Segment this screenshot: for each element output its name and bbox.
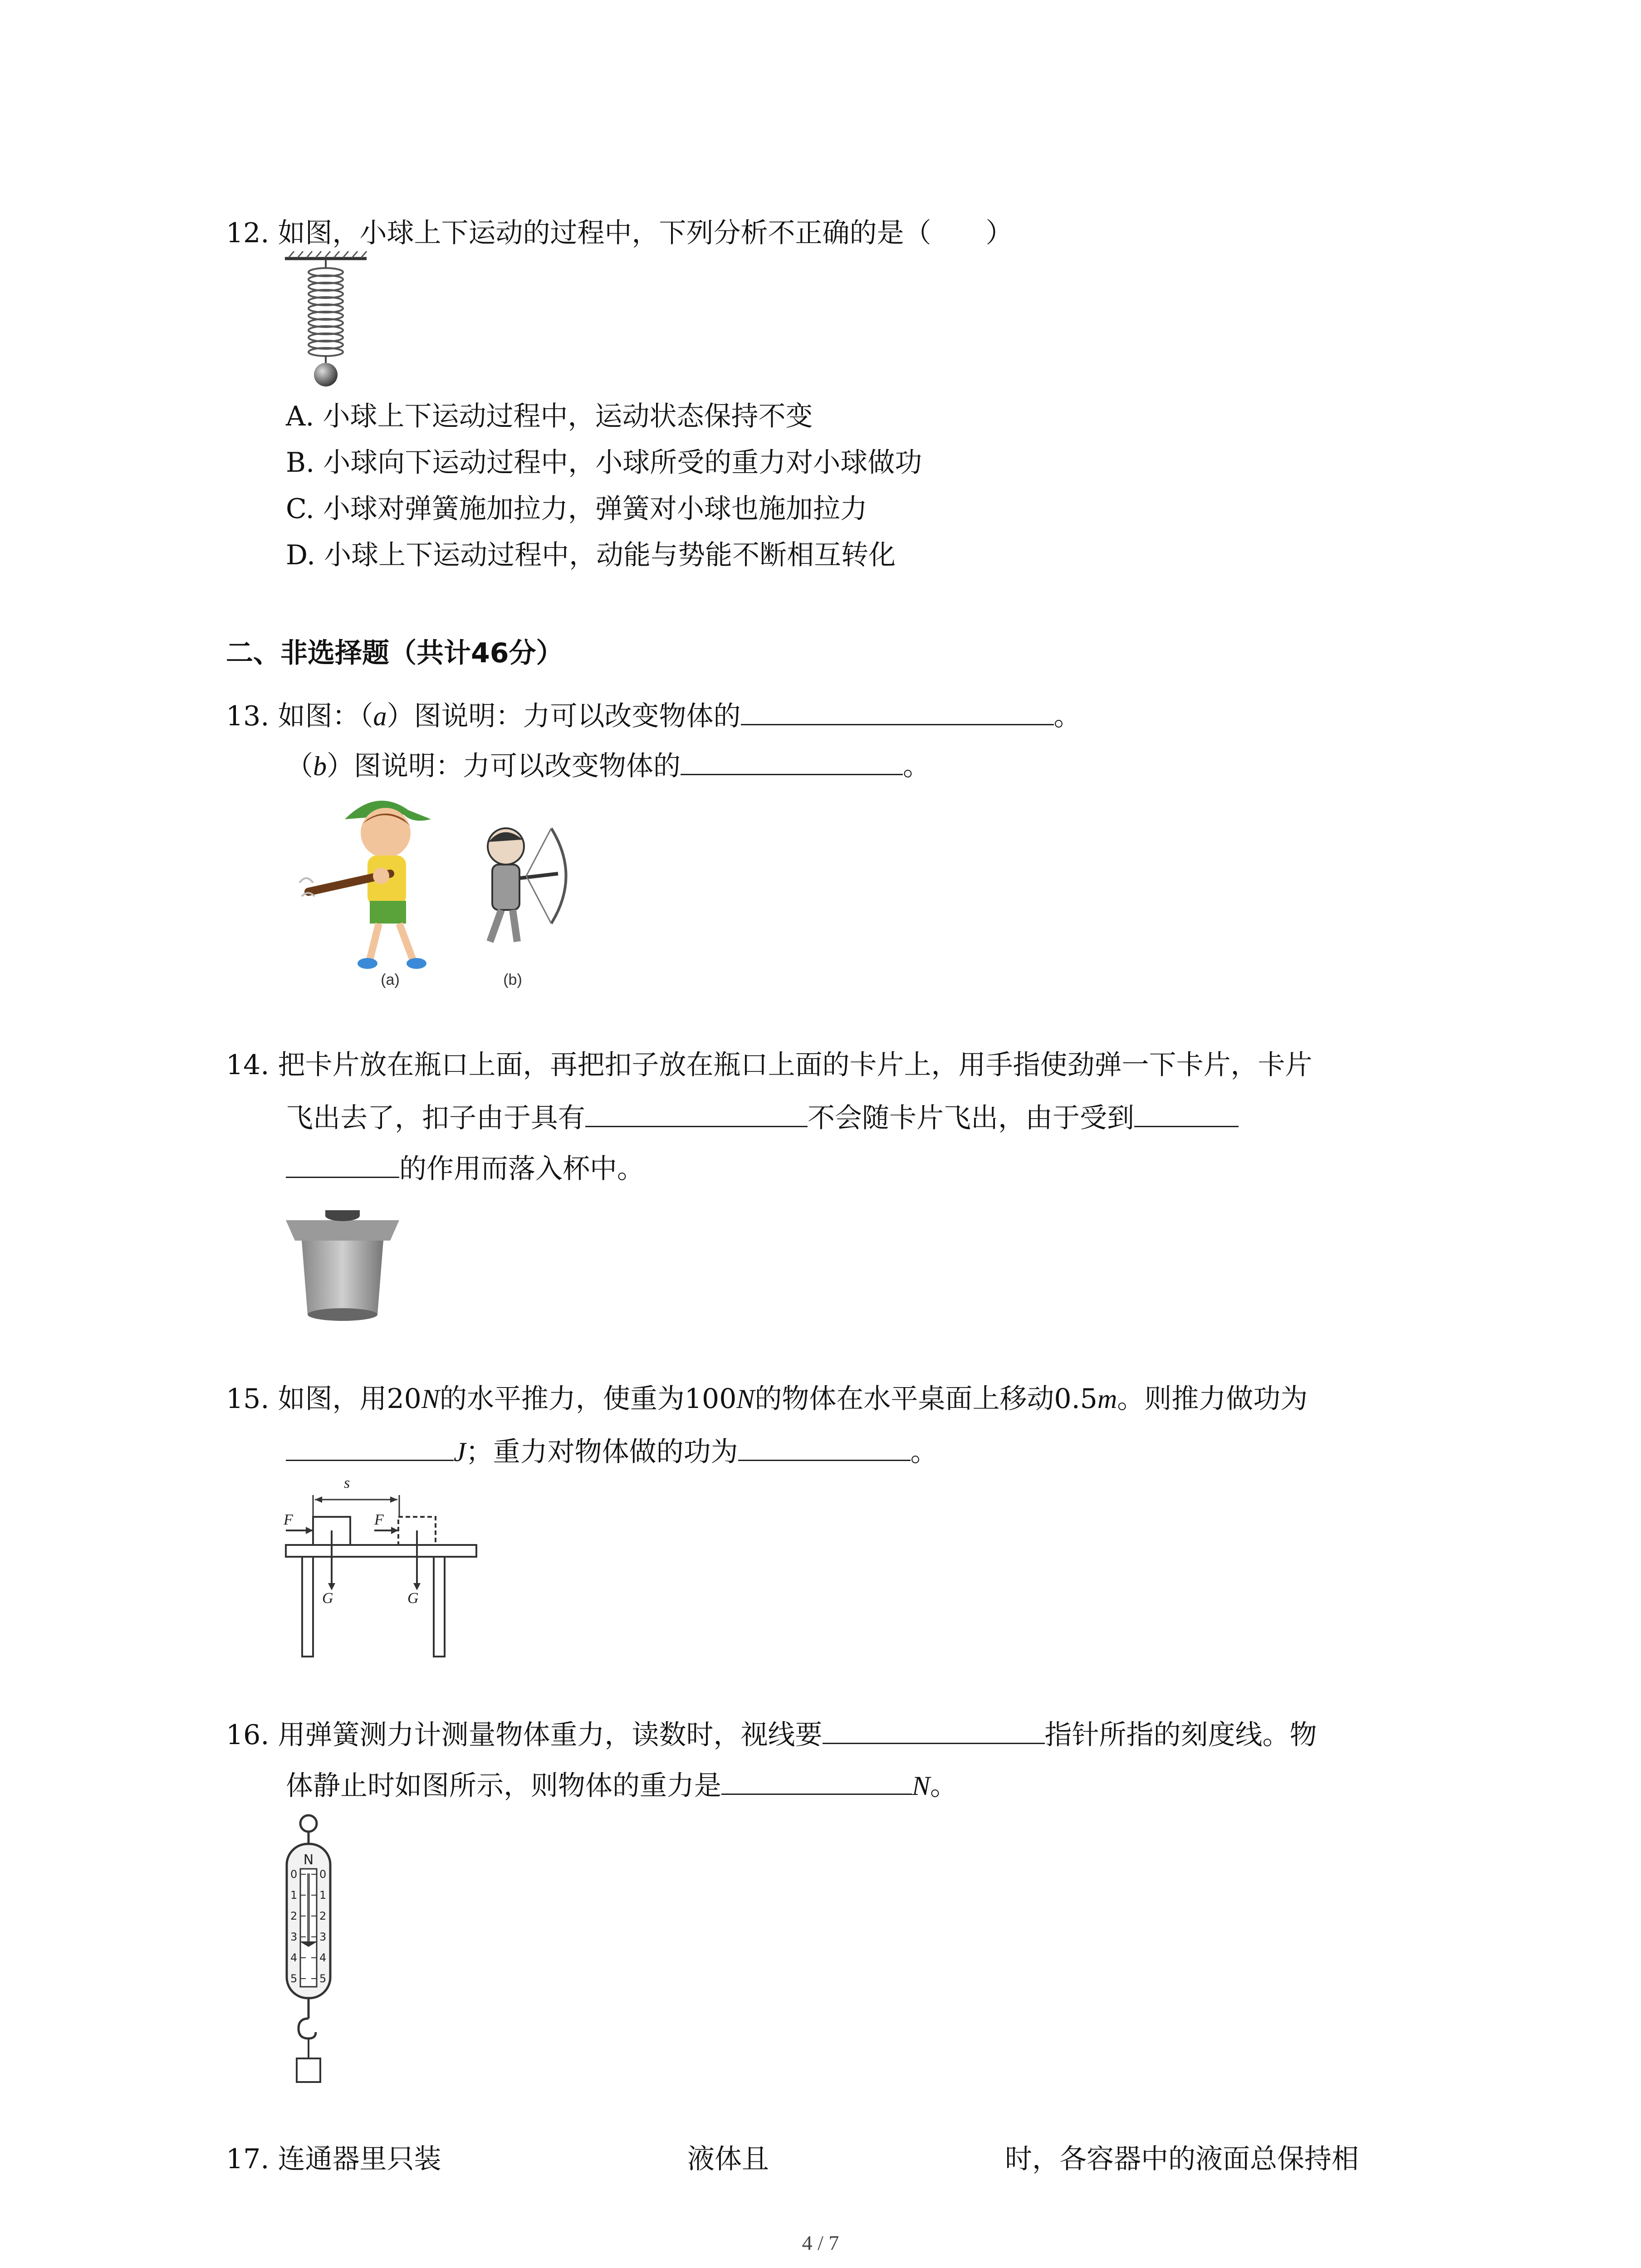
scale-tick-left-2: 2 (290, 1910, 298, 1922)
q13-b-letter: b (313, 751, 327, 781)
scale-tick-right-1: 1 (319, 1889, 327, 1901)
q14-line2 (286, 1097, 1239, 1137)
q13-blank-1[interactable] (741, 695, 1054, 725)
scale-tick-left-3: 3 (290, 1931, 298, 1943)
q16-line1-post: 指针所指的刻度线。物 (1044, 1719, 1317, 1751)
q16-blank-2[interactable] (721, 1765, 912, 1795)
fig-s-label: s (344, 1475, 350, 1491)
q17-part3: 时，各容器中的液面总保持相 (1005, 2143, 1359, 2175)
q13-a-letter: a (373, 701, 387, 731)
q12-option-b: B. 小球向下运动过程中，小球所受的重力对小球做功 (286, 447, 922, 479)
q13-line2 (286, 745, 930, 785)
scale-tick-right-2: 2 (319, 1910, 327, 1922)
q17-part1: 17. 连通器里只装 (226, 2143, 441, 2175)
scale-tick-left-0: 0 (290, 1868, 298, 1881)
scale-tick-right-0: 0 (319, 1868, 327, 1881)
section-title: 二、非选择题（共计46分） (226, 637, 563, 669)
fig-f-label-1: F (284, 1511, 293, 1528)
scale-tick-right-3: 3 (319, 1931, 327, 1943)
q15-line1-a: 15. 如图，用20 (226, 1383, 421, 1415)
q16-blank-1[interactable] (823, 1714, 1045, 1744)
cup-card-button-figure (281, 1202, 404, 1325)
q15-line1-c: 的物体在水平桌面上移动0.5 (754, 1383, 1097, 1415)
boy-with-bat-illustration (299, 801, 431, 969)
q13-fig-b-label: (b) (503, 971, 522, 988)
q16-line1-pre: 16. 用弹簧测力计测量物体重力，读数时，视线要 (226, 1719, 823, 1751)
q15-unit-j: J (454, 1437, 466, 1467)
q13-figure (290, 792, 581, 992)
q12-option-d: D. 小球上下运动过程中，动能与势能不断相互转化 (286, 539, 896, 571)
q15-blank-1[interactable] (286, 1431, 454, 1461)
q12-option-a: A. 小球上下运动过程中，运动状态保持不变 (286, 401, 813, 432)
q13-line1-post: 。 (1053, 700, 1081, 732)
q15-line1 (226, 1380, 1308, 1418)
q12-stem: 12. 如图，小球上下运动的过程中，下列分析不正确的是（ ） (226, 217, 1013, 249)
q15-blank-2[interactable] (738, 1431, 911, 1461)
q12-option-c: C. 小球对弹簧施加拉力，弹簧对小球也施加拉力 (286, 493, 867, 525)
scale-tick-left-4: 4 (290, 1951, 298, 1964)
fig-f-label-2: F (374, 1511, 384, 1528)
q14-blank-2b[interactable] (286, 1148, 399, 1178)
page-number: 4 / 7 (802, 2231, 839, 2254)
push-block-table-figure (277, 1471, 485, 1662)
q15-line2-post: 。 (910, 1436, 938, 1468)
q15-line2-mid: ；重力对物体做的功为 (465, 1436, 738, 1468)
q13-fig-a-label: (a) (381, 971, 400, 988)
q13-line2-post: 。 (903, 750, 930, 782)
spring-scale-figure (281, 1810, 345, 2087)
q14-line3 (286, 1148, 644, 1188)
q13-blank-2[interactable] (681, 745, 903, 775)
q15-line1-b: 的水平推力，使重为100 (439, 1383, 737, 1415)
q13-line2-pre: （ (286, 750, 313, 782)
q13-line1 (226, 695, 1081, 735)
q16-line1 (226, 1714, 1317, 1754)
scale-tick-right-4: 4 (319, 1951, 327, 1964)
fig-g-label-2: G (407, 1590, 419, 1607)
q13-line1-mid: ）图说明：力可以改变物体的 (387, 700, 741, 732)
scale-tick-right-5: 5 (319, 1972, 327, 1985)
scale-tick-left-5: 5 (290, 1972, 298, 1985)
q15-unit-n2: N (736, 1384, 755, 1414)
q14-line2-pre: 飞出去了，扣子由于具有 (286, 1102, 585, 1134)
q15-unit-m: m (1097, 1384, 1117, 1414)
q16-line2 (286, 1765, 957, 1805)
q17-blank-2[interactable] (780, 2140, 998, 2169)
boy-with-bow-illustration (488, 828, 566, 942)
fig-g-label-1: G (322, 1590, 333, 1607)
q14-blank-1[interactable] (585, 1097, 808, 1127)
q15-line2 (286, 1431, 938, 1471)
q15-line1-d: 。则推力做功为 (1117, 1383, 1308, 1415)
q14-line2-mid: 不会随卡片飞出，由于受到 (808, 1102, 1134, 1134)
scale-unit-label: N (303, 1852, 314, 1868)
spring-ball-figure (280, 250, 371, 391)
q14-line1: 14. 把卡片放在瓶口上面，再把扣子放在瓶口上面的卡片上，用手指使劲弹一下卡片，卡片 (226, 1049, 1313, 1081)
q13-line1-pre: 13. 如图：（ (226, 700, 373, 732)
scale-tick-left-1: 1 (290, 1889, 298, 1901)
q15-unit-n1: N (421, 1384, 440, 1414)
q17-part2: 液体且 (687, 2143, 769, 2175)
q14-line3-post: 的作用而落入杯中。 (399, 1153, 644, 1185)
q16-unit-n: N (912, 1771, 931, 1801)
q14-blank-2a[interactable] (1134, 1097, 1239, 1127)
q16-line2-post: 。 (930, 1770, 958, 1802)
q17-blank-1[interactable] (456, 2140, 676, 2169)
q13-line2-mid: ）图说明：力可以改变物体的 (327, 750, 681, 782)
q16-line2-pre: 体静止时如图所示，则物体的重力是 (286, 1770, 721, 1802)
